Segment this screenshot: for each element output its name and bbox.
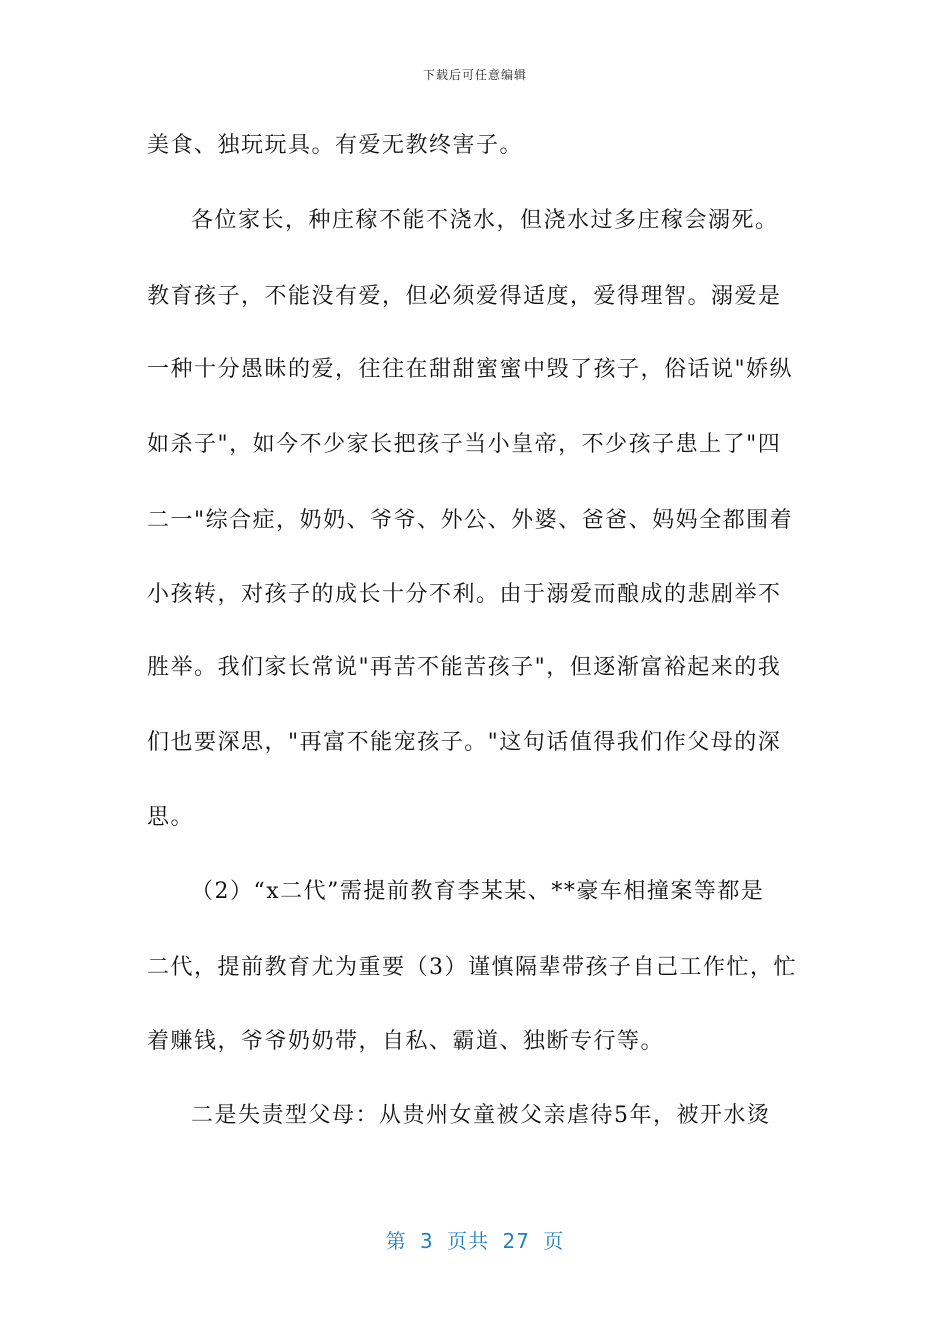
text-line: 二是失责型父母：从贵州女童被父亲虐待5年，被开水烫 bbox=[191, 1103, 771, 1128]
page-header: 下载后可任意编辑 bbox=[422, 68, 527, 82]
text-line: 们也要深思，"再富不能宠孩子。"这句话值得我们作父母的深 bbox=[147, 730, 782, 755]
current-page-number: 3 bbox=[420, 1229, 434, 1253]
text-line: 二代，提前教育尤为重要（3）谨慎隔辈带孩子自己工作忙，忙 bbox=[147, 955, 797, 980]
text-line: 胜举。我们家长常说"再苦不能苦孩子"，但逐渐富裕起来的我 bbox=[147, 655, 782, 680]
text-line: 二一"综合症，奶奶、爷爷、外公、外婆、爸爸、妈妈全都围着 bbox=[147, 508, 794, 533]
text-line: 各位家长，种庄稼不能不浇水，但浇水过多庄稼会溺死。 bbox=[191, 208, 779, 233]
page-footer bbox=[0, 1225, 950, 1254]
text-line: 思。 bbox=[147, 805, 195, 830]
text-line: 一种十分愚昧的爱，往往在甜甜蜜蜜中毁了孩子，俗话说"娇纵 bbox=[147, 357, 794, 382]
text-line: 着赚钱，爷爷奶奶带，自私、霸道、独断专行等。 bbox=[147, 1029, 665, 1054]
text-line: 小孩转，对孩子的成长十分不利。由于溺爱而酿成的悲剧举不 bbox=[147, 582, 782, 607]
text-line: （2）“x二代”需提前教育李某某、**豪车相撞案等都是 bbox=[191, 879, 765, 904]
text-line: 如杀子"，如今不少家长把孩子当小皇帝，不少孩子患上了"四 bbox=[147, 432, 782, 457]
footer-middle: 页共 bbox=[447, 1229, 490, 1253]
text-line: 美食、独玩玩具。有爱无教终害子。 bbox=[147, 133, 524, 158]
footer-prefix: 第 bbox=[385, 1229, 407, 1253]
total-pages-number: 27 bbox=[502, 1229, 530, 1253]
text-line: 教育孩子，不能没有爱，但必须爱得适度，爱得理智。溺爱是 bbox=[147, 284, 782, 309]
footer-suffix: 页 bbox=[543, 1229, 565, 1253]
